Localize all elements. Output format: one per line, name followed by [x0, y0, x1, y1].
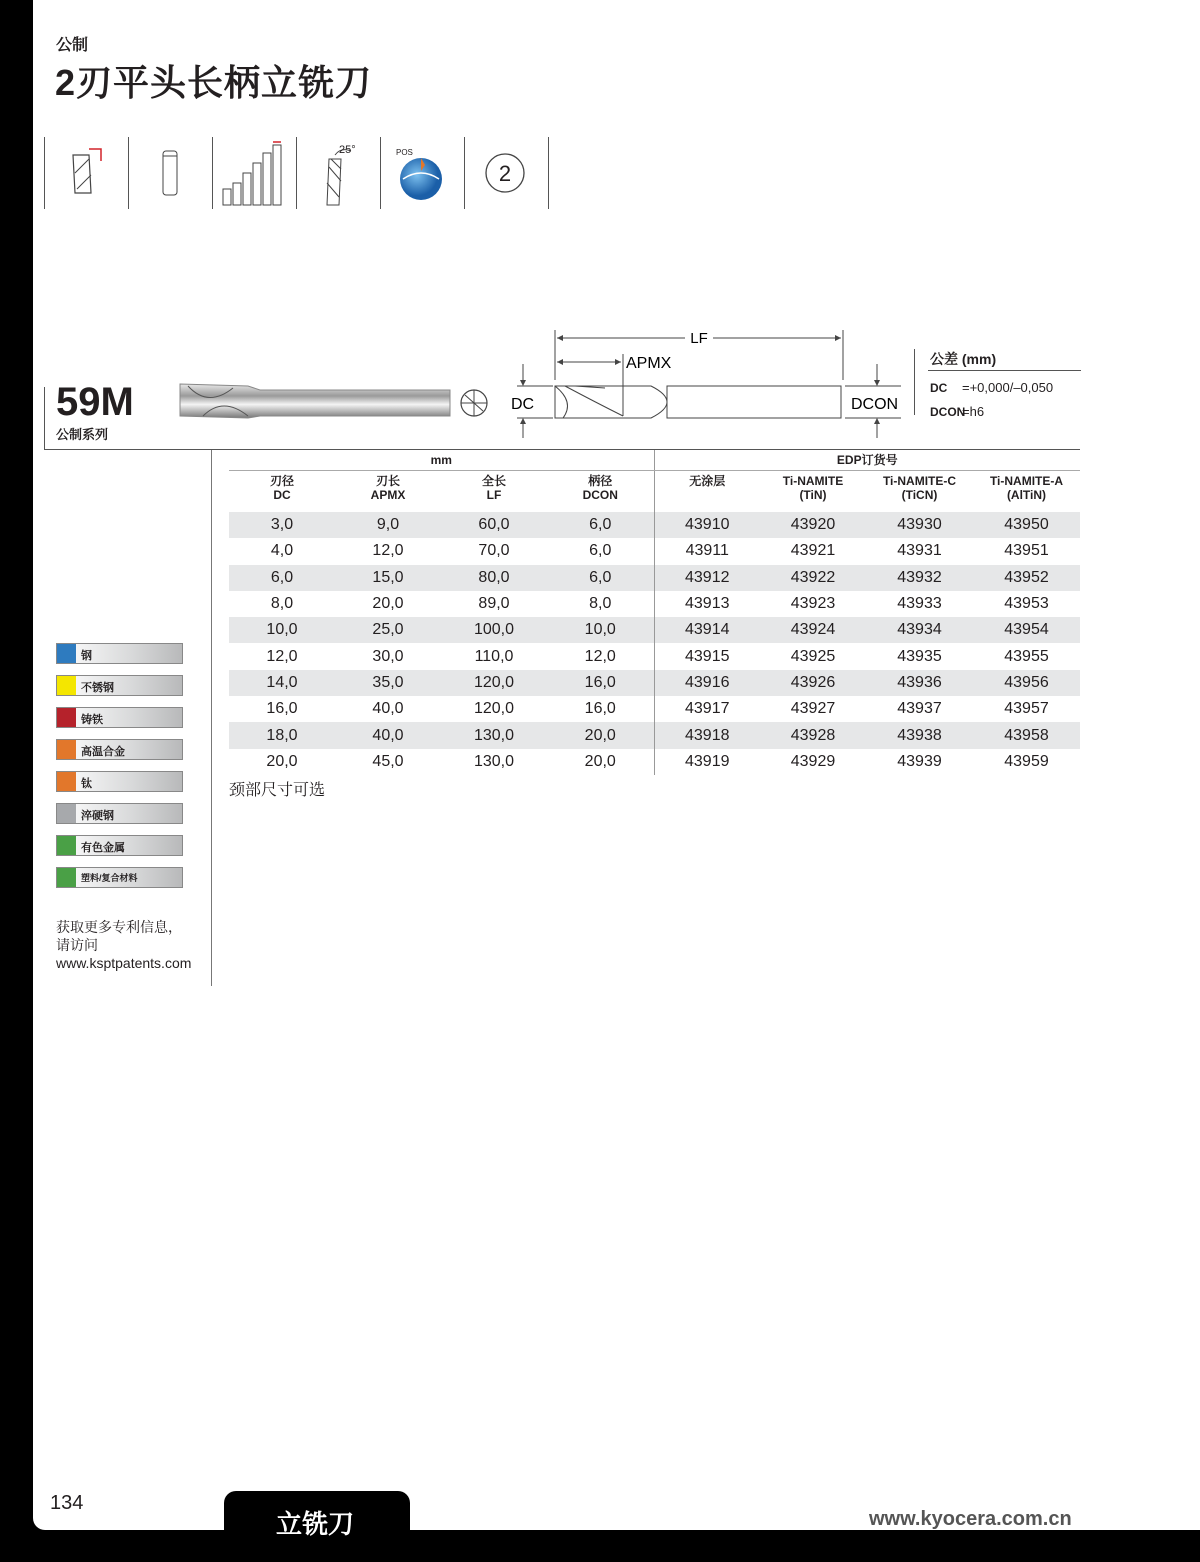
table-cell: 43954	[973, 617, 1080, 643]
tolerance-value: =h6	[962, 404, 985, 419]
table-cell: 20,0	[584, 752, 616, 770]
table-cell: 8,0	[270, 595, 294, 613]
table-cell: 43939	[897, 752, 942, 770]
table-row	[229, 591, 1080, 617]
table-cell: 9,0	[335, 512, 441, 538]
column-header-line1: Ti-NAMITE-C	[882, 474, 957, 488]
column-header	[335, 471, 441, 513]
page-number: 134	[50, 1492, 84, 1514]
series-code: 59M	[56, 380, 134, 424]
material-label: 淬硬钢	[81, 810, 114, 822]
table-column-header	[229, 471, 1080, 513]
table-cell: 43929	[790, 752, 836, 770]
dc-label: DC	[511, 396, 535, 413]
table-cell: 20,0	[372, 595, 404, 613]
table-cell: 130,0	[473, 752, 515, 770]
column-header-line1: Ti-NAMITE-A	[989, 474, 1064, 488]
table-row	[229, 696, 1080, 722]
table-cell: 43955	[1004, 647, 1049, 665]
table-cell: 6,0	[547, 565, 654, 591]
material-item	[56, 643, 183, 664]
column-header	[547, 471, 654, 513]
material-label: 有色金属	[81, 842, 125, 854]
square-end-icon	[44, 137, 129, 209]
group-edp: EDP订货号	[654, 450, 1080, 471]
tolerance-underline	[928, 370, 1081, 371]
column-header-line1: 刃长	[375, 474, 400, 488]
material-swatch	[57, 644, 76, 663]
table-cell: 43935	[897, 647, 942, 665]
table-cell: 16,0	[547, 670, 654, 696]
table-cell: 6,0	[547, 512, 654, 538]
table-cell: 43937	[897, 700, 942, 718]
icon-row-end-divider	[548, 137, 550, 209]
table-cell: 43911	[654, 538, 760, 564]
table-row	[229, 670, 1080, 696]
tolerance-divider	[914, 349, 915, 415]
table-row	[229, 512, 1080, 538]
column-header-line2: LF	[486, 488, 502, 502]
column-header-line1: 全长	[481, 474, 506, 488]
table-cell: 8,0	[589, 595, 612, 613]
table-cell: 43920	[760, 512, 866, 538]
column-header	[973, 471, 1080, 513]
material-item	[56, 867, 183, 888]
table-cell: 43936	[866, 670, 973, 696]
material-label: 高温合金	[81, 746, 125, 758]
long-reach-series-icon	[212, 137, 297, 209]
table-cell: 43915	[654, 643, 760, 669]
column-header-line1: 柄径	[588, 474, 613, 488]
table-cell: 43928	[760, 722, 866, 748]
table-cell: 40,0	[335, 722, 441, 748]
table-cell: 43957	[1004, 700, 1049, 718]
table-cell: 43956	[973, 670, 1080, 696]
page-title: 2刃平头长柄立铣刀	[55, 62, 373, 103]
table-cell: 110,0	[474, 647, 514, 665]
material-label: 铸铁	[81, 714, 103, 726]
material-item	[56, 771, 183, 792]
table-cell: 43951	[1004, 542, 1049, 560]
endmill-photo	[178, 378, 498, 424]
column-header-line2: (AlTiN)	[1006, 488, 1047, 502]
column-header-line1: 无涂层	[689, 474, 726, 488]
table-cell: 130,0	[441, 722, 547, 748]
table-cell: 30,0	[372, 647, 404, 665]
end-view-icon	[461, 390, 487, 416]
material-swatch	[57, 772, 76, 791]
lf-label: LF	[690, 330, 708, 347]
column-header	[866, 471, 973, 513]
table-cell: 43917	[654, 696, 760, 722]
column-header-line2: APMX	[370, 488, 406, 502]
patent-link[interactable]: www.ksptpatents.com	[56, 955, 192, 971]
table-cell: 12,0	[584, 647, 616, 665]
plain-shank-icon	[128, 137, 213, 209]
table-cell: 80,0	[441, 565, 547, 591]
column-header	[441, 471, 547, 513]
table-cell: 43938	[866, 722, 973, 748]
group-mm: mm	[229, 450, 654, 471]
table-cell: 43933	[897, 595, 942, 613]
table-cell: 43931	[897, 542, 942, 560]
flute-count-label: 2	[498, 161, 512, 186]
table-cell: 40,0	[372, 700, 404, 718]
table-cell: 12,0	[372, 542, 404, 560]
material-label: 不锈钢	[81, 682, 114, 694]
dcon-label: DCON	[851, 396, 899, 413]
material-swatch	[57, 740, 76, 759]
table-cell: 43927	[790, 700, 836, 718]
series-subtitle: 公制系列	[56, 427, 109, 442]
left-column-divider	[211, 450, 212, 986]
table-cell: 4,0	[270, 542, 294, 560]
apmx-label: APMX	[626, 355, 672, 372]
material-item	[56, 803, 183, 824]
table-note: 颈部尺寸可选	[229, 782, 326, 799]
patent-note	[56, 918, 191, 972]
table-cell: 43934	[866, 617, 973, 643]
helix-angle-icon	[296, 137, 381, 209]
section-tab-label: 立铣刀	[276, 1509, 355, 1539]
column-header	[229, 471, 335, 513]
material-swatch	[57, 708, 76, 727]
table-cell: 14,0	[229, 670, 335, 696]
table-cell: 43958	[973, 722, 1080, 748]
spec-table	[229, 450, 1080, 775]
table-row	[229, 643, 1080, 669]
tolerance-row-dc	[930, 380, 1053, 395]
table-row	[229, 565, 1080, 591]
tolerance-key: DCON	[930, 405, 966, 419]
material-label: 塑料/复合材料	[81, 873, 138, 883]
table-cell: 20,0	[266, 752, 298, 770]
table-cell: 45,0	[372, 752, 404, 770]
table-cell: 43918	[654, 722, 760, 748]
table-cell: 16,0	[584, 700, 616, 718]
table-cell: 12,0	[266, 647, 298, 665]
table-cell: 10,0	[229, 617, 335, 643]
patent-line2: 请访问	[56, 937, 98, 953]
table-cell: 20,0	[547, 722, 654, 748]
table-cell: 35,0	[335, 670, 441, 696]
column-header-line2: DCON	[582, 488, 618, 502]
table-cell: 15,0	[335, 565, 441, 591]
table-body	[229, 512, 1080, 775]
table-row	[229, 538, 1080, 564]
tolerance-value: =+0,000/–0,050	[962, 380, 1054, 395]
material-label: 钛	[81, 778, 92, 790]
table-cell: 43922	[760, 565, 866, 591]
category-label: 公制	[56, 37, 89, 54]
table-cell: 120,0	[473, 700, 515, 718]
tolerance-title: 公差 (mm)	[930, 351, 997, 367]
table-row	[229, 617, 1080, 643]
patent-line1: 获取更多专利信息，	[56, 919, 182, 935]
table-cell: 43952	[973, 565, 1080, 591]
material-swatch	[57, 868, 76, 887]
material-item	[56, 707, 183, 728]
table-cell: 18,0	[229, 722, 335, 748]
helix-angle-label: 25°	[339, 144, 356, 156]
table-cell: 120,0	[441, 670, 547, 696]
table-cell: 43916	[654, 670, 760, 696]
table-cell: 6,0	[589, 542, 612, 560]
material-label: 钢	[81, 650, 92, 662]
table-cell: 43926	[760, 670, 866, 696]
table-cell: 43919	[654, 749, 760, 775]
table-cell: 43913	[654, 591, 760, 617]
table-row	[229, 722, 1080, 748]
material-item	[56, 739, 183, 760]
flute-count-icon	[464, 137, 549, 209]
table-cell: 43932	[866, 565, 973, 591]
table-cell: 43950	[973, 512, 1080, 538]
table-cell: 43923	[790, 595, 836, 613]
material-swatch	[57, 676, 76, 695]
table-group-header	[229, 450, 1080, 471]
table-row	[229, 749, 1080, 775]
column-header-line1: Ti-NAMITE	[782, 474, 844, 488]
table-cell: 6,0	[229, 565, 335, 591]
material-swatch	[57, 804, 76, 823]
dimension-diagram	[505, 328, 915, 443]
column-header-line2: (TiN)	[799, 488, 827, 502]
footer-url[interactable]: www.kyocera.com.cn	[869, 1508, 1072, 1530]
table-cell: 89,0	[478, 595, 510, 613]
material-item	[56, 675, 183, 696]
table-cell: 25,0	[335, 617, 441, 643]
table-cell: 43910	[654, 512, 760, 538]
table-cell: 43912	[654, 565, 760, 591]
positive-rake-icon	[380, 137, 465, 209]
material-swatch	[57, 836, 76, 855]
column-header	[760, 471, 866, 513]
table-cell: 100,0	[441, 617, 547, 643]
table-cell: 70,0	[478, 542, 510, 560]
table-cell: 3,0	[229, 512, 335, 538]
table-cell: 43914	[654, 617, 760, 643]
table-cell: 43921	[790, 542, 836, 560]
table-cell: 43925	[790, 647, 836, 665]
column-header-line1: 刃径	[269, 474, 294, 488]
series-divider	[44, 387, 45, 449]
tolerance-key: DC	[930, 381, 948, 395]
table-cell: 60,0	[441, 512, 547, 538]
column-header-line2: DC	[273, 488, 291, 502]
material-item	[56, 835, 183, 856]
column-header-line2: (TiCN)	[901, 488, 938, 502]
table-cell: 16,0	[266, 700, 298, 718]
table-cell: 43924	[760, 617, 866, 643]
tolerance-row-dcon	[930, 404, 984, 419]
table-cell: 43930	[866, 512, 973, 538]
table-cell: 43959	[1004, 752, 1049, 770]
table-cell: 10,0	[547, 617, 654, 643]
pos-label: POS	[396, 148, 413, 157]
table-cell: 43953	[1004, 595, 1049, 613]
section-tab	[224, 1491, 410, 1562]
column-header	[654, 471, 760, 513]
